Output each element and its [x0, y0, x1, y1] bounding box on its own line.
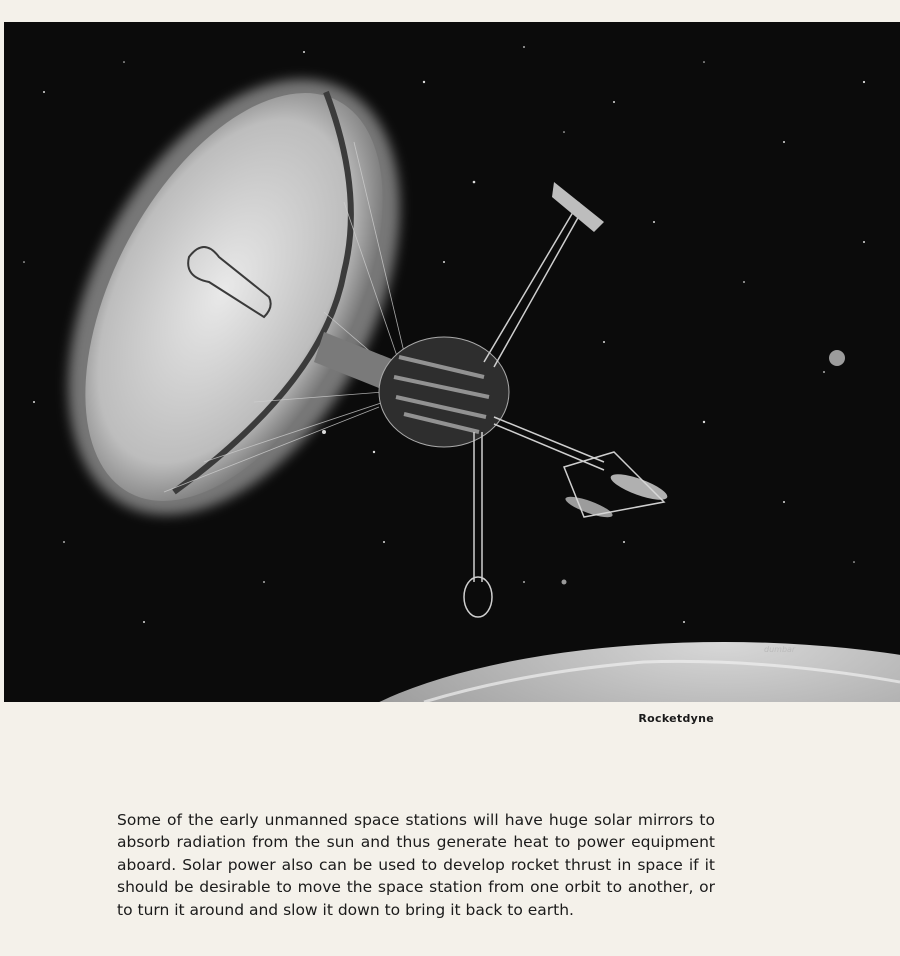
- space-station-illustration-icon: [4, 22, 900, 702]
- figure-caption: Some of the early unmanned space stations will have huge solar mirrors to absorb radiation from the sun and thus generate heat to power equipment aboard. Solar power also can be used to develop rocket thrust in space if it should be desirable to move the space station from one orbit to another, or to turn it around and slow it down to bring it back to earth.: [117, 810, 715, 919]
- antenna-panel: [552, 182, 604, 232]
- space-station-illustration: [4, 22, 900, 702]
- artist-signature: dumbar: [764, 645, 796, 654]
- moon: [829, 350, 845, 366]
- image-credit: Rocketdyne: [638, 712, 714, 725]
- radar-dish: [464, 577, 492, 617]
- earth: [304, 642, 900, 702]
